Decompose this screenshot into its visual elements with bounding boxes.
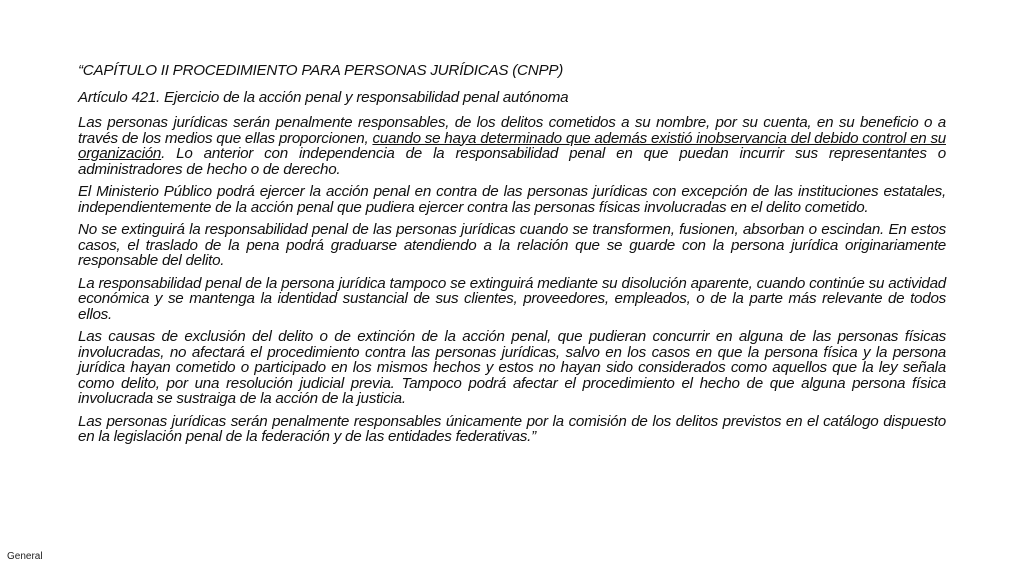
classification-label: General	[7, 551, 43, 562]
paragraph-1-text-start: Las personas jurídicas serán penalmente responsables, de los delitos cometidos a su nombre, por su cuenta, en su beneficio o a través de los medios que ellas proporcionen,	[78, 114, 946, 147]
paragraph-6: Las personas jurídicas serán penalmente responsables únicamente por la comisión de los delitos previstos en el catálogo dispuesto en la legislación penal de la federación y de las entidades federativas.”	[78, 412, 946, 445]
chapter-title: “CAPÍTULO II PROCEDIMIENTO PARA PERSONAS JURÍDICAS (CNPP)	[78, 62, 564, 79]
article-heading: Artículo 421. Ejercicio de la acción penal y responsabilidad penal autónoma	[78, 89, 569, 106]
paragraph-5: Las causas de exclusión del delito o de extinción de la acción penal, que pudieran concurrir en alguna de las personas físicas involucradas, no afectará el procedimiento contra las personas jurídicas, salvo en los casos en que la persona física y la persona jurídica hayan cometido o participado en los mismos hechos y estos no hayan sido considerados como aquellos que la ley señala como delito, por una resolución judicial previa. Tampoco podrá afectar el procedimiento el hecho de que alguna persona física involucrada se sustraiga de la acción de la justicia.	[78, 328, 946, 407]
paragraph-1	[78, 115, 946, 177]
paragraph-3: No se extinguirá la responsabilidad penal de las personas jurídicas cuando se transformen, fusionen, absorban o escindan. En estos casos, el traslado de la pena podrá graduarse atendiendo a la relación que se guarde con la persona jurídica originariamente responsable del delito.	[78, 221, 946, 269]
paragraph-1-text-end: . Lo anterior con independencia de la responsabilidad penal en que puedan incurrir sus representantes o administradores de hecho o de derecho.	[78, 145, 946, 178]
paragraph-2: El Ministerio Público podrá ejercer la acción penal en contra de las personas jurídicas con excepción de las instituciones estatales, independientemente de la acción penal que pudiera ejercer contra las personas físicas involucradas en el delito cometido.	[78, 183, 946, 216]
document-body	[78, 62, 946, 452]
paragraph-1-underlined-text: cuando se haya determinado que además existió inobservancia del debido control en su organización	[78, 129, 946, 162]
paragraph-4: La responsabilidad penal de la persona jurídica tampoco se extinguirá mediante su disolución aparente, cuando continúe su actividad económica y se mantenga la identidad sustancial de sus clientes, proveedores, empleados, o de la parte más relevante de todos ellos.	[78, 274, 946, 323]
